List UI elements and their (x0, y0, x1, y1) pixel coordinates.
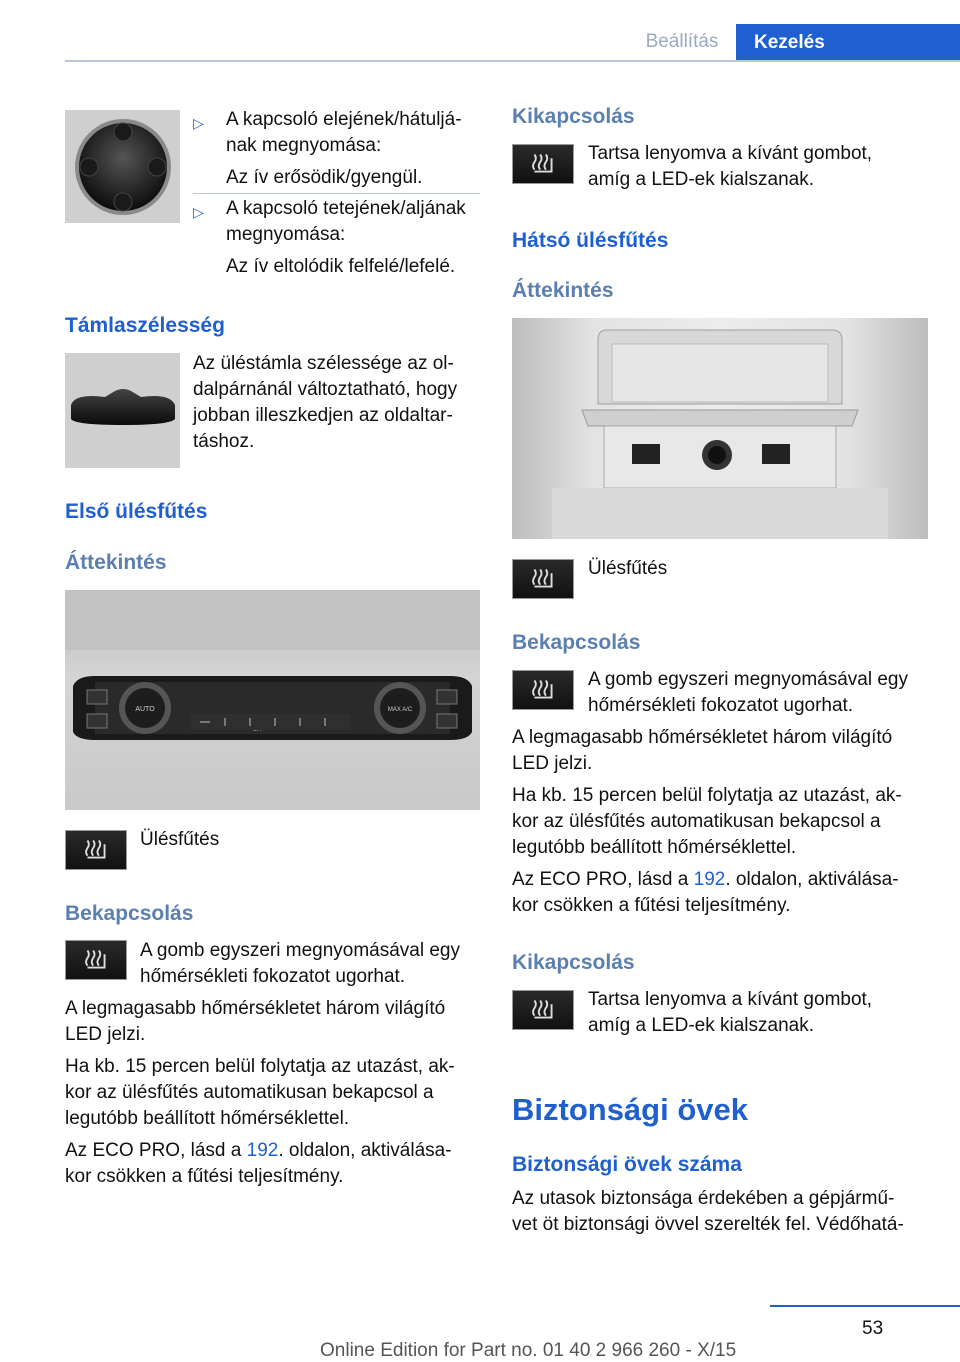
rear-switch-on-title: Bekapcsolás (512, 631, 641, 654)
front-para1-line1: A legmagasabb hőmérsékletet három világító (65, 998, 446, 1019)
bullet-triangle-icon: ▷ (193, 204, 204, 220)
front-switch-on-line1: A gomb egyszeri megnyomásával egy (140, 940, 460, 961)
switch-off2-line1: Tartsa lenyomva a kívánt gombot, (588, 989, 873, 1010)
switch-off-title: Kikapcsolás (512, 105, 635, 128)
tab-kezeles[interactable]: Kezelés (736, 24, 960, 62)
front-para1-line2: LED jelzi. (65, 1024, 146, 1045)
bullet1-line2: nak megnyomása: (226, 135, 382, 156)
bullet2-line2: megnyomása: (226, 224, 346, 245)
page-number: 53 (862, 1318, 884, 1339)
backrest-line3: jobban illeszkedjen az oldaltar‐ (193, 405, 453, 426)
front-para2-line3: legutóbb beállított hőmérséklettel. (65, 1108, 350, 1129)
rear-console-image (512, 318, 928, 539)
front-switch-on-title: Bekapcsolás (65, 902, 194, 925)
rear-heat-title: Hátsó ülésfűtés (512, 229, 669, 252)
rear-seat-heat-label: Ülésfűtés (588, 558, 668, 579)
bullet-divider (193, 193, 480, 194)
front-para2-line1: Ha kb. 15 percen belül folytatja az utazást, ak‐ (65, 1056, 455, 1077)
switch-off2-title: Kikapcsolás (512, 951, 635, 974)
front-heat-title: Első ülésfűtés (65, 500, 208, 523)
rear-para3-line1: Az ECO PRO, lásd a 192. oldalon, aktiválása‐ (512, 869, 899, 890)
rear-para2-line1: Ha kb. 15 percen belül folytatja az utazást, ak‐ (512, 785, 902, 806)
rear-para2-line2: kor az ülésfűtés automatikusan bekapcsol a (512, 811, 881, 832)
max-ac-label: MAX A/C (387, 707, 413, 713)
rear-switch-on-line1: A gomb egyszeri megnyomásával egy (588, 669, 908, 690)
backrest-line1: Az üléstámla szélessége az ol‐ (193, 353, 454, 374)
edition-footer: Online Edition for Part no. 01 40 2 966 260 - X/15 (320, 1340, 737, 1361)
bullet1-result: Az ív erősödik/gyengül. (226, 167, 423, 188)
rear-para2-line3: legutóbb beállított hőmérséklettel. (512, 837, 797, 858)
seat-heating-icon (65, 830, 127, 870)
page-link-192[interactable]: 192 (693, 869, 726, 890)
belts-line2: vet öt biztonsági övvel szerelték fel. Védőhatá‐ (512, 1214, 904, 1235)
front-para2-line2: kor az ülésfűtés automatikusan bekapcsol a (65, 1082, 434, 1103)
backrest-line4: táshoz. (193, 431, 255, 452)
auto-label: AUTO (135, 706, 155, 713)
backrest-switch-image (65, 353, 180, 468)
climate-panel-image (65, 590, 480, 810)
belts-line1: Az utasok biztonsága érdekében a gépjármű‐ (512, 1188, 895, 1209)
bullet1-line1: A kapcsoló elejének/hátuljá‐ (226, 109, 462, 130)
lumbar-switch-image (65, 110, 180, 223)
belts-count-title: Biztonsági övek száma (512, 1153, 742, 1176)
rear-para1-line1: A legmagasabb hőmérsékletet három világító (512, 727, 893, 748)
bullet2-result: Az ív eltolódik felfelé/lefelé. (226, 256, 456, 277)
bullet-triangle-icon: ▷ (193, 115, 204, 131)
backrest-title: Támlaszélesség (65, 314, 225, 337)
switch-off2-line2: amíg a LED-ek kialszanak. (588, 1015, 814, 1036)
rear-para1-line2: LED jelzi. (512, 753, 593, 774)
switch-off-line1: Tartsa lenyomva a kívánt gombot, (588, 143, 873, 164)
switch-off-line2: amíg a LED-ek kialszanak. (588, 169, 814, 190)
belts-title: Biztonsági övek (512, 1092, 748, 1127)
rear-overview-title: Áttekintés (512, 279, 614, 302)
rear-para3-line2: kor csökken a fűtési teljesítmény. (512, 895, 791, 916)
seat-heating-icon (512, 559, 574, 599)
seat-heating-icon (512, 670, 574, 710)
tab-settings[interactable]: Beállítás (645, 31, 719, 52)
header-divider (65, 60, 960, 62)
seat-heating-icon (512, 144, 574, 184)
page-link-192[interactable]: 192 (246, 1140, 279, 1161)
front-seat-heat-label: Ülésfűtés (140, 829, 220, 850)
bullet2-line1: A kapcsoló tetejének/aljának (226, 198, 466, 219)
seat-heating-icon (512, 990, 574, 1030)
front-overview-title: Áttekintés (65, 551, 167, 574)
front-switch-on-line2: hőmérsékleti fokozatot ugorhat. (140, 966, 406, 987)
seat-heating-icon (65, 940, 127, 980)
footer-divider (770, 1305, 960, 1307)
rear-switch-on-line2: hőmérsékleti fokozatot ugorhat. (588, 695, 854, 716)
backrest-line2: dalpárnánál változtatható, hogy (193, 379, 458, 400)
front-para3-line1: Az ECO PRO, lásd a 192. oldalon, aktiválása‐ (65, 1140, 452, 1161)
front-para3-line2: kor csökken a fűtési teljesítmény. (65, 1166, 344, 1187)
